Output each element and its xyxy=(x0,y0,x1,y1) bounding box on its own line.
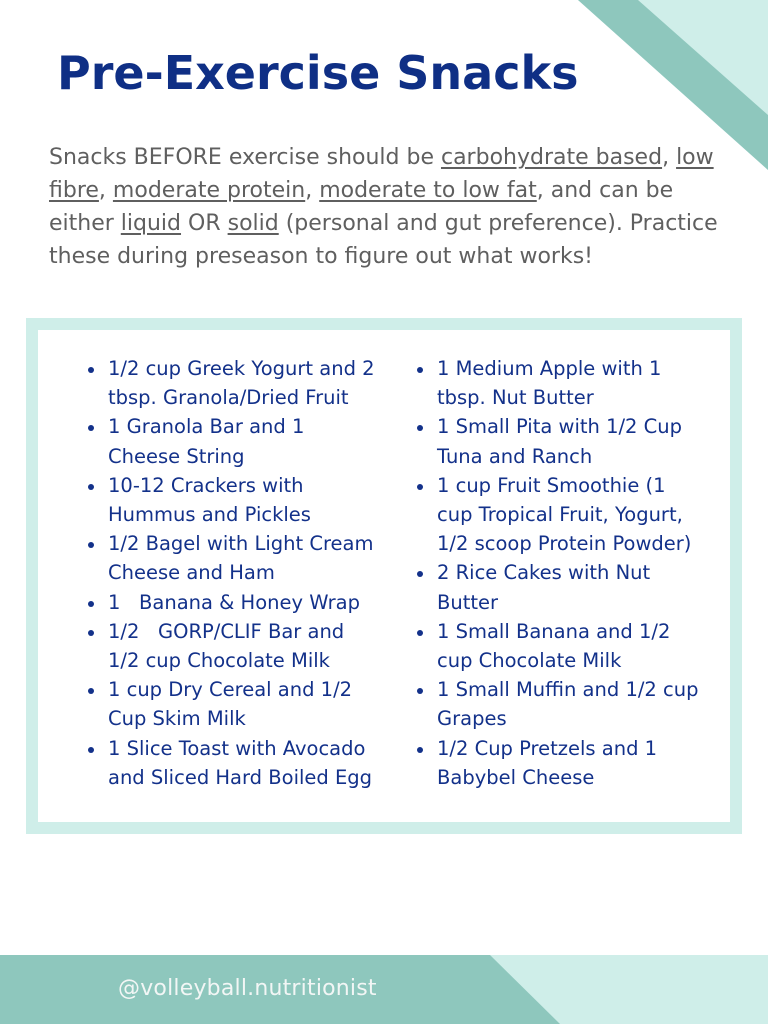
intro-separator: , xyxy=(662,145,677,170)
snack-item: 1 Small Banana and 1/2 cup Chocolate Milk xyxy=(407,617,707,675)
intro-term-solid: solid xyxy=(227,211,279,236)
intro-term-fat: moderate to low fat xyxy=(319,178,537,203)
snack-list-box xyxy=(26,318,742,834)
page-title: Pre-Exercise Snacks xyxy=(57,46,579,100)
intro-separator: , xyxy=(305,178,320,203)
snack-item: 1/2 cup Greek Yogurt and 2 tbsp. Granola/Dried Fruit xyxy=(78,354,378,412)
footer-band xyxy=(0,955,768,1024)
snack-item: 1 Slice Toast with Avocado and Sliced Hard Boiled Egg xyxy=(78,734,378,792)
snack-item: 1/2 Bagel with Light Cream Cheese and Ham xyxy=(78,529,378,587)
snack-item: 1 Medium Apple with 1 tbsp. Nut Butter xyxy=(407,354,707,412)
intro-paragraph xyxy=(49,141,739,273)
intro-text: OR xyxy=(181,211,228,236)
snack-item: 1 Banana & Honey Wrap xyxy=(78,588,378,617)
intro-term-fibre: low fibre xyxy=(49,145,714,203)
snack-item: 1 Small Muffin and 1/2 cup Grapes xyxy=(407,675,707,733)
snack-item: 1 cup Dry Cereal and 1/2 Cup Skim Milk xyxy=(78,675,378,733)
snack-item: 2 Rice Cakes with Nut Butter xyxy=(407,558,707,616)
snack-item: 1 Granola Bar and 1 Cheese String xyxy=(78,412,378,470)
snack-list-left xyxy=(78,354,378,792)
intro-text: (personal and gut preference). Practice these during preseason to figure out what works! xyxy=(49,211,718,269)
snack-item: 1/2 GORP/CLIF Bar and 1/2 cup Chocolate Milk xyxy=(78,617,378,675)
snack-item: 10-12 Crackers with Hummus and Pickles xyxy=(78,471,378,529)
intro-term-carbohydrate: carbohydrate based xyxy=(440,145,663,170)
snack-list-right xyxy=(407,354,707,792)
snack-item: 1 Small Pita with 1/2 Cup Tuna and Ranch xyxy=(407,412,707,470)
intro-term-protein: moderate protein xyxy=(112,178,306,203)
intro-text: Snacks BEFORE exercise should be xyxy=(49,145,441,170)
intro-term-liquid: liquid xyxy=(120,211,182,236)
snack-item: 1 cup Fruit Smoothie (1 cup Tropical Fruit, Yogurt, 1/2 scoop Protein Powder) xyxy=(407,471,707,559)
social-handle: @volleyball.nutritionist xyxy=(118,976,377,1001)
intro-separator: , xyxy=(98,178,113,203)
snack-list-panel xyxy=(38,330,730,822)
snack-item: 1/2 Cup Pretzels and 1 Babybel Cheese xyxy=(407,734,707,792)
intro-text: , and can be either xyxy=(49,178,674,236)
